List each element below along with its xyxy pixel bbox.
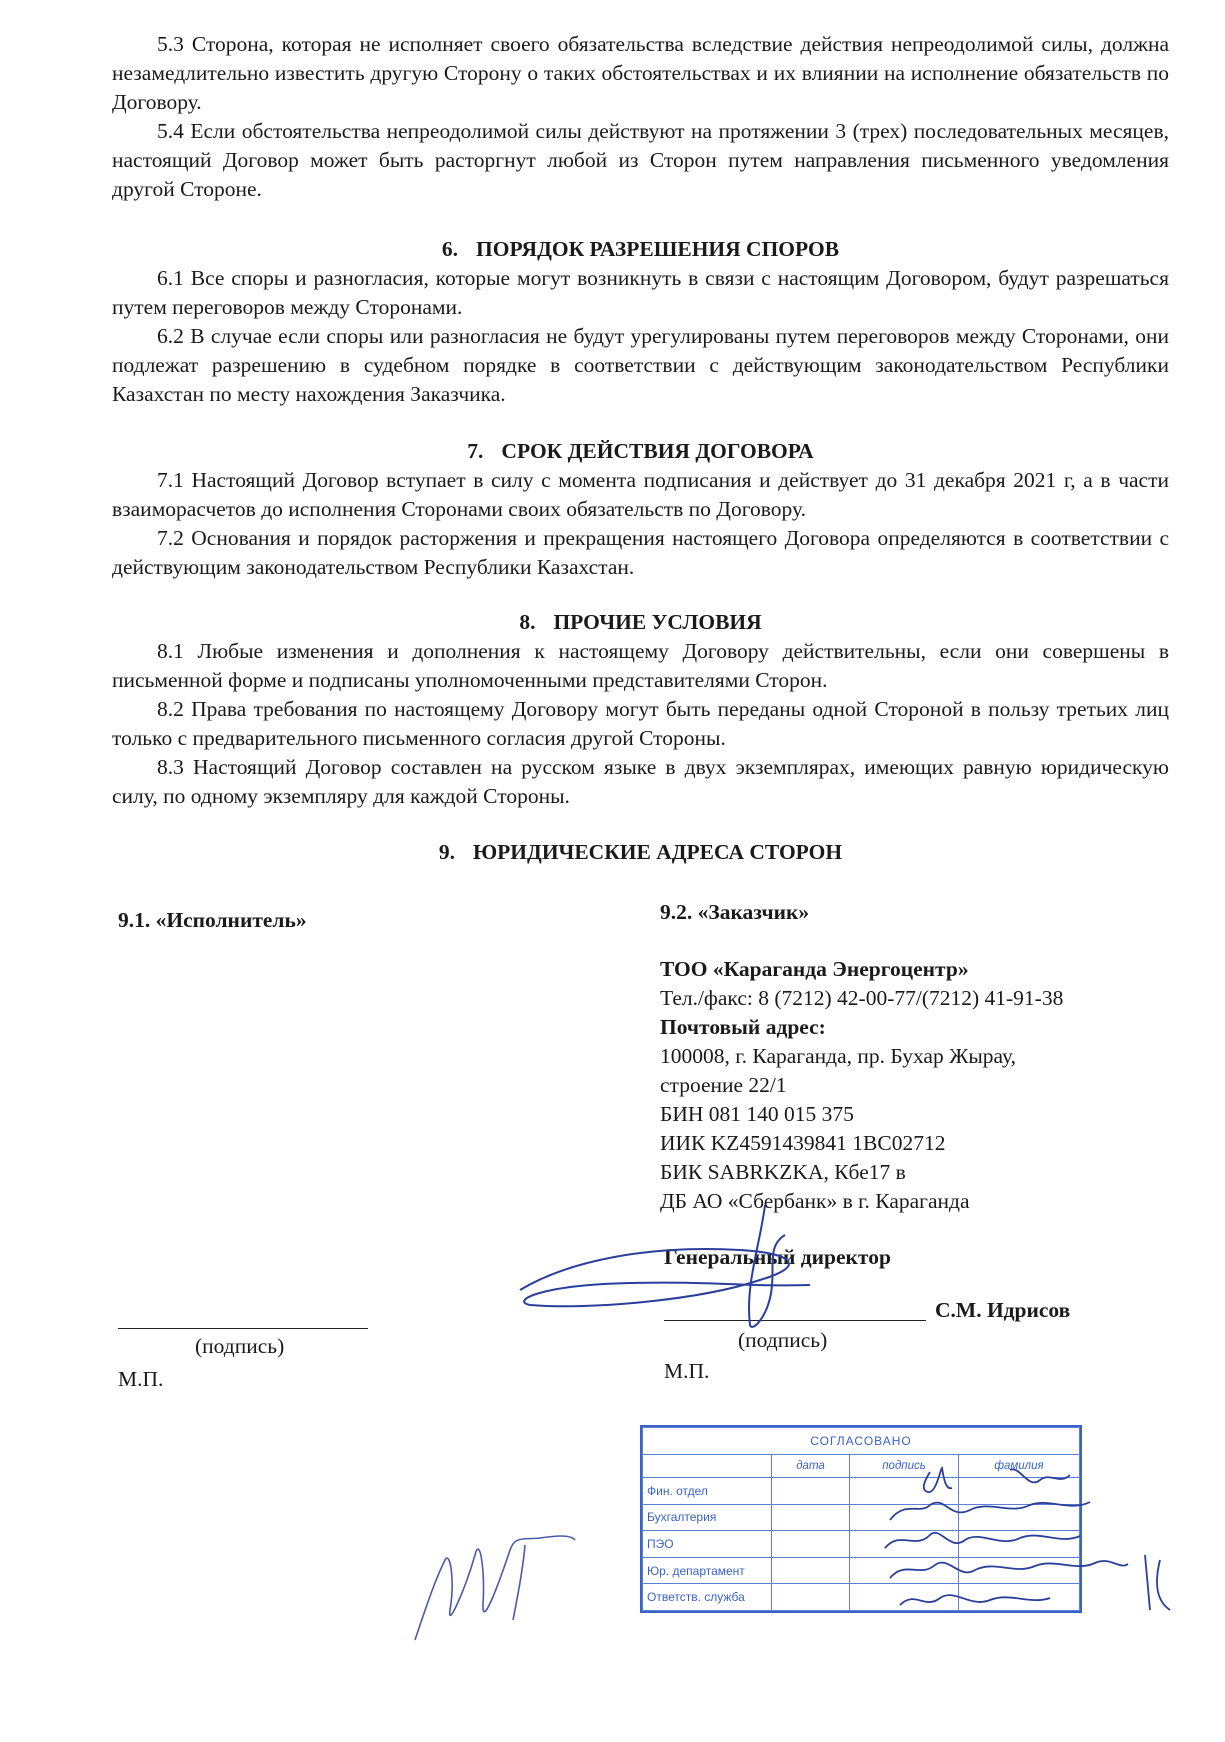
- stamp-row-label: ПЭО: [643, 1531, 772, 1558]
- section-9-heading: [112, 838, 1169, 867]
- clause-5-3: 5.3 Сторона, которая не исполняет своего обязательства вследствие действия непреодолимой силы, должна незамедлительно известить другую Сторону о таких обстоятельствах и их влиянии на исполнение обязательств по Договору.: [112, 32, 1169, 114]
- clause-7-1: 7.1 Настоящий Договор вступает в силу с момента подписания и действует до 31 декабря 2021 г, а в части взаиморасчетов до исполнения Сторонами своих обязательств по Договору.: [112, 468, 1169, 521]
- clause-7-2: 7.2 Основания и порядок расторжения и прекращения настоящего Договора определяются в соответствии с действующим законодательством Республики Казахстан.: [112, 526, 1169, 579]
- executor-seal-label: М.П.: [118, 1367, 164, 1391]
- clause-6-1: 6.1 Все споры и разногласия, которые могут возникнуть в связи с настоящим Договором, будут разрешаться путем переговоров между Сторонами.: [112, 266, 1169, 319]
- clause-8-2: 8.2 Права требования по настоящему Договору могут быть переданы одной Стороной в пользу третьих лиц только с предварительного письменного согласия другой Стороны.: [112, 697, 1169, 750]
- clause-6-2: 6.2 В случае если споры или разногласия не будут урегулированы путем переговоров между Сторонами, они подлежат разрешению в судебном порядке в соответствии с действующим законодательством Республики Казахстан по месту нахождения Заказчика.: [112, 324, 1169, 406]
- customer-signature-caption: (подпись): [738, 1328, 828, 1352]
- customer-bank: ДБ АО «Сбербанк» в г. Караганда: [660, 1189, 970, 1213]
- customer-signer-name: С.М. Идрисов: [935, 1298, 1071, 1322]
- section-6-title: ПОРЯДОК РАЗРЕШЕНИЯ СПОРОВ: [476, 237, 840, 261]
- section-7-heading: [112, 437, 1169, 466]
- customer-heading: 9.2. «Заказчик»: [660, 900, 810, 924]
- executor-signature-line: [118, 1328, 368, 1329]
- stamp-title: СОГЛАСОВАНО: [643, 1428, 1080, 1455]
- stamp-row-label: Фин. отдел: [643, 1478, 772, 1505]
- clause-8-1: 8.1 Любые изменения и дополнения к настоящему Договору действительны, если они совершены в письменной форме и подписаны уполномоченными представителями Сторон.: [112, 639, 1169, 692]
- customer-bik: БИК SABRKZKA, Кбе17 в: [660, 1160, 906, 1184]
- customer-address-line-1: 100008, г. Караганда, пр. Бухар Жырау,: [660, 1044, 1016, 1068]
- section-9-number: 9.: [438, 840, 455, 864]
- executor-signature-caption: (подпись): [195, 1334, 285, 1358]
- section-9-title: ЮРИДИЧЕСКИЕ АДРЕСА СТОРОН: [472, 840, 843, 864]
- clause-8-3: 8.3 Настоящий Договор составлен на русском языке в двух экземплярах, имеющих равную юридическую силу, по одному экземпляру для каждой Стороны.: [112, 755, 1169, 808]
- section-7-title: СРОК ДЕЙСТВИЯ ДОГОВОРА: [501, 439, 814, 463]
- stamp-row-label: Юр. департамент: [643, 1557, 772, 1584]
- stamp-col-signature: подпись: [849, 1454, 958, 1477]
- section-6-number: 6.: [441, 237, 459, 261]
- stamp-row-label: Бухгалтерия: [643, 1504, 772, 1531]
- director-signature-image: [510, 1205, 870, 1335]
- executor-handwritten-signature: [405, 1520, 585, 1650]
- executor-heading: 9.1. «Исполнитель»: [118, 908, 307, 932]
- section-8-title: ПРОЧИЕ УСЛОВИЯ: [553, 610, 762, 634]
- section-8-number: 8.: [519, 610, 536, 634]
- clause-5-4: 5.4 Если обстоятельства непреодолимой силы действуют на протяжении 3 (трех) последовательных месяцев, настоящий Договор может быть расторгнут любой из Сторон путем направления письменного уведомления другой Стороне.: [112, 119, 1169, 201]
- stamp-col-date: дата: [772, 1454, 850, 1477]
- section-8: [112, 608, 1169, 811]
- customer-details: [660, 898, 1063, 1216]
- customer-bin: БИН 081 140 015 375: [660, 1102, 854, 1126]
- section-9: [112, 838, 1169, 867]
- section-5-continued: [112, 30, 1169, 204]
- stamp-col-surname: фамилия: [959, 1454, 1080, 1477]
- section-8-heading: [112, 608, 1169, 637]
- section-7-number: 7.: [467, 439, 484, 463]
- customer-company: ТОО «Караганда Энергоцентр»: [660, 957, 969, 981]
- customer-postal-label: Почтовый адрес:: [660, 1015, 826, 1039]
- stamp-row-label: Ответств. служба: [643, 1584, 772, 1611]
- customer-iik: ИИК KZ4591439841 1BC02712: [660, 1131, 946, 1155]
- customer-seal-label: М.П.: [664, 1359, 710, 1383]
- customer-phone: Тел./факс: 8 (7212) 42-00-77/(7212) 41-91-38: [660, 986, 1064, 1010]
- section-6: [112, 235, 1169, 409]
- customer-address-line-2: строение 22/1: [660, 1073, 787, 1097]
- customer-position: Генеральный директор: [664, 1245, 891, 1269]
- section-7: [112, 437, 1169, 582]
- section-6-heading: [112, 235, 1169, 264]
- approval-signatures-image: [870, 1460, 1200, 1620]
